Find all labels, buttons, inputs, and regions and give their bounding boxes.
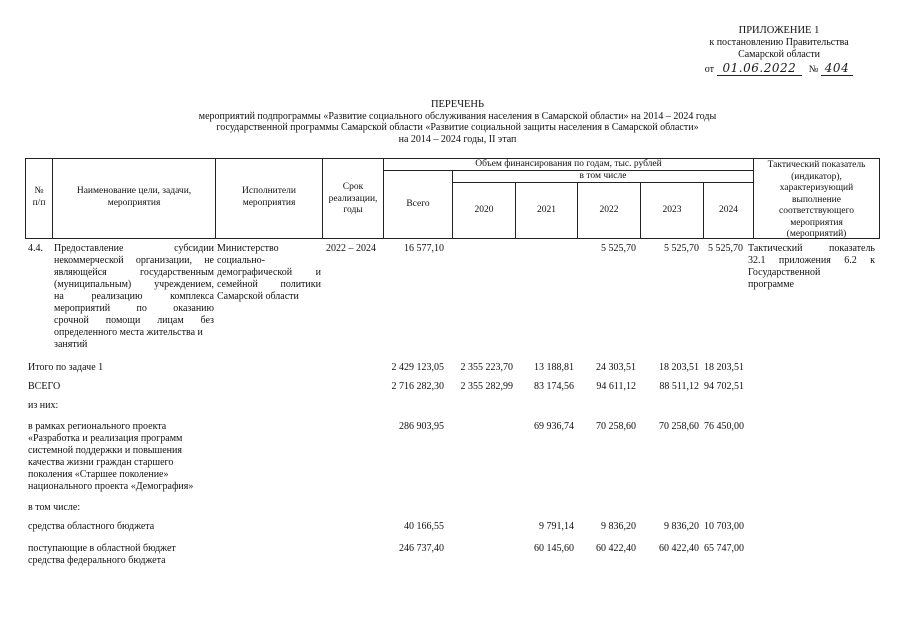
row-regional-label-line: поколения «Старшее поколение»: [28, 469, 169, 480]
row-task1-label: Итого по задаче 1: [28, 362, 104, 373]
col-header-indicator: [754, 160, 879, 241]
row-task1-total: 2 429 123,05: [391, 362, 444, 373]
row-vsego-2021: 83 174,56: [534, 381, 574, 392]
item-4-4-name-line: занятий: [54, 339, 88, 350]
row-regional-2022: 70 258,60: [596, 421, 636, 432]
row-regional-total: 286 903,95: [399, 421, 444, 432]
item-4-4-indicator: [748, 243, 875, 291]
item-4-4-executor-line: демографической и: [217, 267, 321, 278]
row-oblast-2021: 9 791,14: [539, 521, 574, 532]
row-task1-2024: 18 203,51: [704, 362, 744, 373]
col-header-indicator-line: мероприятия: [790, 217, 843, 228]
col-header-executor: [216, 186, 322, 209]
col-header-indicator-line: (мероприятий): [786, 229, 847, 239]
col-header-name-line: Наименование цели, задачи,: [76, 186, 192, 196]
heading-line3: на 2014 – 2024 годы, II этап: [398, 133, 517, 145]
item-4-4-indicator-line: Тактический показатель: [748, 243, 875, 254]
item-4-4-executor-line: Министерство: [217, 243, 279, 254]
row-oblast-label: средства областного бюджета: [28, 521, 155, 532]
item-4-4-name-line: мероприятий по оказанию: [54, 303, 214, 314]
item-4-4-total: 16 577,10: [404, 243, 444, 254]
row-vsego-2020: 2 355 282,99: [460, 381, 513, 392]
row-regional-2021: 69 936,74: [534, 421, 574, 432]
row-federal-2022: 60 422,40: [596, 543, 636, 554]
annex-number-value: 404: [821, 61, 853, 76]
item-4-4-executor-line: семейной политики: [217, 279, 321, 290]
col-header-indicator-line: (индикатор),: [791, 171, 842, 182]
col-header-year-2020: 2020: [474, 205, 494, 215]
row-task1-2020: 2 355 223,70: [460, 362, 513, 373]
col-header-indicator-line: выполнение: [791, 194, 841, 205]
col-header-indicator-line: Тактический показатель: [767, 160, 866, 170]
annex-date-value: 01.06.2022: [717, 61, 803, 76]
col-header-indicator-line: соответствующего: [779, 206, 854, 216]
heading-line2: государственной программы Самарской области «Развитие социальной защиты населения в Самарской области»: [216, 122, 699, 133]
row-vsego-2022: 94 611,12: [596, 381, 636, 392]
item-4-4-name-line: определенного места жительства и: [54, 327, 203, 338]
row-regional-2024: 76 450,00: [704, 421, 744, 432]
col-header-name: [53, 186, 215, 209]
annex-number-prefix: №: [808, 64, 819, 75]
annex-title: ПРИЛОЖЕНИЕ 1: [738, 25, 820, 36]
annex-date-line: [689, 62, 869, 76]
row-oblast-2022: 9 836,20: [601, 521, 636, 532]
row-vsego-2023: 88 511,12: [659, 381, 699, 392]
row-vsego-total: 2 716 282,30: [391, 381, 444, 392]
row-federal-2023: 60 422,40: [659, 543, 699, 554]
row-regional-label-line: национального проекта «Демография»: [28, 481, 194, 492]
col-header-num-line: №: [34, 186, 44, 196]
row-regional-2023: 70 258,60: [659, 421, 699, 432]
item-4-4-num: 4.4.: [28, 243, 43, 254]
row-vsego-label: ВСЕГО: [28, 381, 61, 392]
row-regional-label-line: качества жизни граждан старшего: [28, 457, 174, 468]
heading-line1: мероприятий подпрограммы «Развитие социального обслуживания населения в Самарской области» на 2014 – 2024 годы: [198, 110, 717, 122]
col-header-year-2024: 2024: [719, 205, 738, 215]
item-4-4-term: 2022 – 2024: [326, 243, 376, 254]
row-task1-2022: 24 303,51: [596, 362, 636, 373]
row-federal-label: [28, 543, 176, 567]
item-4-4-2022: 5 525,70: [601, 243, 636, 254]
col-header-term-line: Срок: [342, 182, 364, 192]
col-header-year-2022: 2022: [599, 205, 619, 215]
col-header-year-2021: 2021: [537, 205, 556, 215]
annex-date-prefix: от: [704, 64, 715, 75]
col-header-including: в том числе: [579, 171, 627, 181]
row-iz-nih-label: из них:: [28, 400, 59, 411]
col-header-funding: Объем финансирования по годам, тыс. рублей: [475, 159, 662, 169]
row-v-tom-chisle-label: в том числе:: [28, 502, 81, 513]
row-regional-label-line: в рамках регионального проекта: [28, 421, 167, 432]
annex-block: [689, 25, 869, 76]
col-header-num: [26, 186, 52, 209]
document-heading: [100, 99, 815, 145]
col-header-executor-line: Исполнители: [242, 186, 296, 196]
row-vsego-2024: 94 702,51: [704, 381, 744, 392]
item-4-4-name-line: на реализацию комплекса: [54, 291, 214, 302]
col-header-term-line: реализации,: [328, 193, 378, 204]
item-4-4-name-line: некоммерческой организации, не: [54, 255, 214, 266]
row-oblast-2024: 10 703,00: [704, 521, 744, 532]
item-4-4-indicator-line: программе: [748, 279, 794, 290]
annex-line1: к постановлению Правительства: [709, 37, 849, 48]
item-4-4-2024: 5 525,70: [708, 243, 743, 254]
item-4-4-name-line: (муниципальным) учреждением,: [54, 279, 214, 290]
col-header-indicator-line: характеризующий: [779, 183, 854, 193]
col-header-term-line: годы: [343, 205, 363, 215]
row-regional-label: [28, 421, 193, 493]
row-regional-label-line: «Разработка и реализация программ: [28, 433, 183, 444]
item-4-4-name-line: Предоставление субсидии: [54, 243, 214, 254]
item-4-4-indicator-line: 32.1 приложения 6.2 к: [748, 255, 875, 266]
col-header-executor-line: мероприятия: [242, 197, 296, 208]
heading-title: ПЕРЕЧЕНЬ: [430, 99, 485, 110]
row-task1-2023: 18 203,51: [659, 362, 699, 373]
col-header-num-line: п/п: [32, 197, 46, 208]
col-header-name-line: мероприятия: [107, 197, 161, 208]
item-4-4-indicator-line: Государственной: [748, 267, 821, 278]
row-oblast-2023: 9 836,20: [664, 521, 699, 532]
row-federal-total: 246 737,40: [399, 543, 444, 554]
item-4-4-name: [54, 243, 214, 351]
row-oblast-total: 40 166,55: [404, 521, 444, 532]
item-4-4-name-line: срочной помощи лицам без: [54, 315, 214, 326]
item-4-4-executor: [217, 243, 321, 303]
row-federal-2024: 65 747,00: [704, 543, 744, 554]
col-header-year-2023: 2023: [662, 205, 682, 215]
row-federal-label-line: поступающие в областной бюджет: [28, 543, 176, 554]
item-4-4-executor-line: Самарской области: [217, 291, 299, 302]
row-federal-label-line: средства федерального бюджета: [28, 555, 166, 566]
row-task1-2021: 13 188,81: [534, 362, 574, 373]
item-4-4-2023: 5 525,70: [664, 243, 699, 254]
row-federal-2021: 60 145,60: [534, 543, 574, 554]
col-header-total: Всего: [406, 199, 430, 209]
col-header-term: [323, 182, 383, 217]
item-4-4-name-line: являющейся государственным: [54, 267, 214, 278]
item-4-4-executor-line: социально-: [217, 255, 265, 266]
row-regional-label-line: системной поддержки и повышения: [28, 445, 182, 456]
annex-line2: Самарской области: [738, 49, 820, 60]
